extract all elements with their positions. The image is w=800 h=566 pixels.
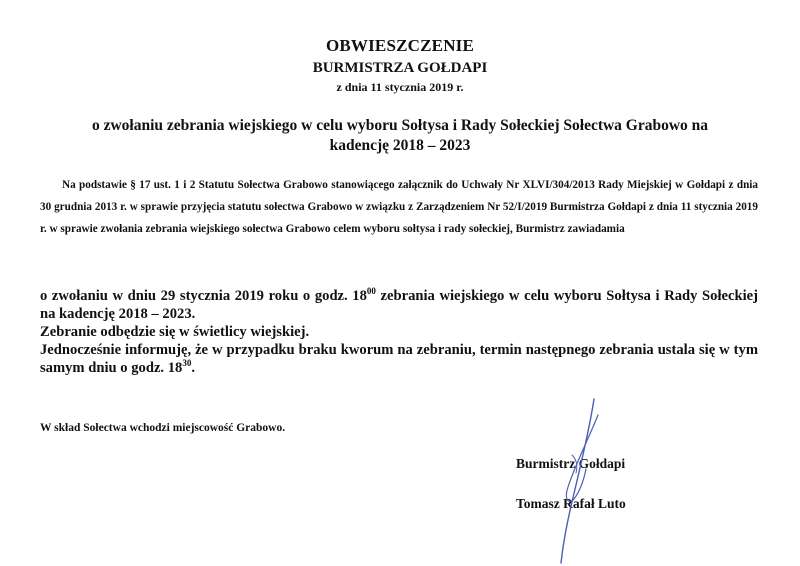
quorum-note-end: . <box>191 360 195 376</box>
composition-note: W skład Sołectwa wchodzi miejscowość Grabowo. <box>40 422 286 434</box>
quorum-note-text: Jednocześnie informuję, że w przypadku braku kworum na zebraniu, termin następnego zebrania ustala się w tym samym dniu o godz. 18 <box>40 342 758 376</box>
second-term-time-minutes: 30 <box>182 358 192 369</box>
legal-basis-paragraph: Na podstawie § 17 ust. 1 i 2 Statutu Sołectwa Grabowo stanowiącego załącznik do Uchwały Nr XLVI/304/2013 Rady Miejskiej w Gołdapi z dnia 30 grudnia 2013 r. w sprawie przyjęcia statutu sołectwa Grabowo w związku z Zarządzeniem Nr 52/I/2019 Burmistrza Gołdapi z dnia 11 stycznia 2019 r. w sprawie zwołania zebrania wiejskiego sołectwa Grabowo celem wyboru sołtysa i rady sołeckiej, Burmistrz zawiadamia <box>40 179 758 235</box>
handwritten-signature <box>528 395 618 566</box>
meeting-purpose-text: zebrania wiejskiego w celu wyboru Sołtysa i Rady Sołeckiej na kadencję 2018 – 2023. <box>40 288 758 322</box>
issue-date: z dnia 11 stycznia 2019 r. <box>336 80 464 94</box>
subject-heading <box>40 116 760 156</box>
announcement-paragraph-1 <box>40 287 758 323</box>
signatory-name: Tomasz Rafał Luto <box>516 496 626 511</box>
subject-line-1: o zwołaniu zebrania wiejskiego w celu wyboru Sołtysa i Rady Sołeckiej Sołectwa Grabowo na <box>91 117 709 134</box>
subject-line-2: kadencję 2018 – 2023 <box>329 137 471 154</box>
announcement-body <box>40 287 758 377</box>
meeting-time-minutes: 00 <box>366 286 376 297</box>
signatory-role: Burmistrz Gołdapi <box>516 456 626 471</box>
announcement-paragraph-3 <box>40 341 758 377</box>
announcement-paragraph-2: Zebranie odbędzie się w świetlicy wiejskiej. <box>40 324 310 340</box>
meeting-date-text: o zwołaniu w dniu 29 stycznia 2019 roku o godz. 18 <box>40 288 367 304</box>
document-title: OBWIESZCZENIE <box>325 36 475 55</box>
issuer-line: BURMISTRZA GOŁDAPI <box>312 60 488 76</box>
